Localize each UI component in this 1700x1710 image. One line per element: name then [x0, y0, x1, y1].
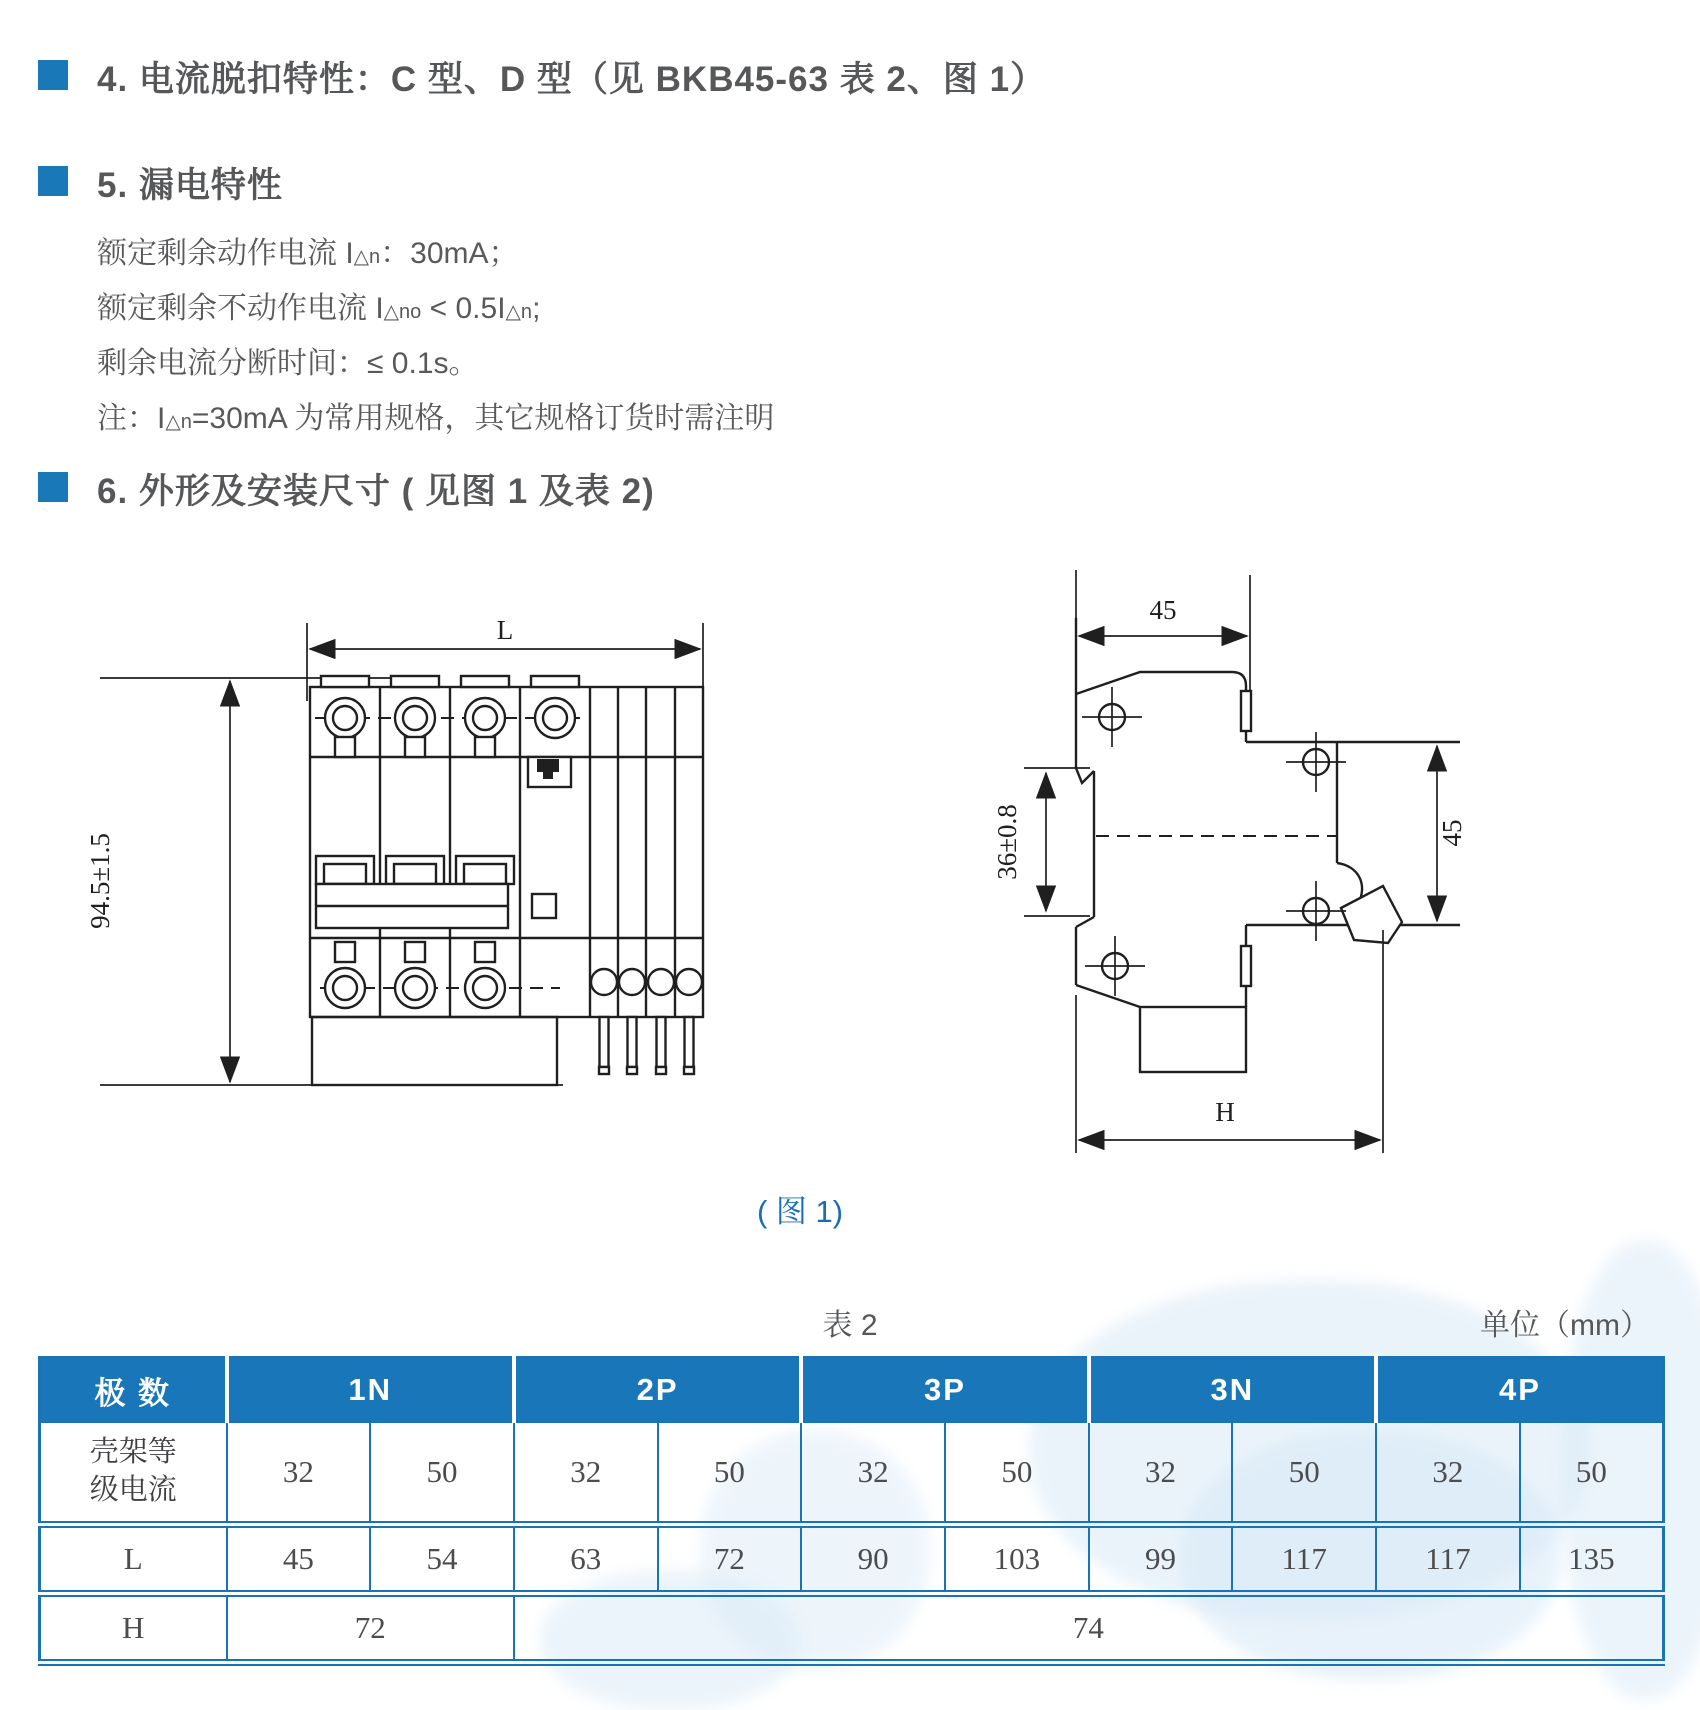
table-cell: 32 [1376, 1422, 1520, 1525]
table-cell: 32 [227, 1422, 371, 1525]
table-title: 表 2 [822, 1309, 878, 1342]
table-header-row [40, 1358, 1664, 1423]
figure-front-view [85, 555, 715, 1100]
figure-caption: ( 图 1) [756, 1194, 844, 1229]
table-group-3P: 3P [801, 1358, 1088, 1423]
table-cell: 50 [370, 1422, 514, 1525]
section-5-heading: 5. 漏电特性 [97, 166, 283, 205]
bullet-square-icon [38, 60, 68, 90]
table-group-3N: 3N [1089, 1358, 1376, 1423]
table-unit-label: 单位（mm） [1480, 1309, 1650, 1342]
bullet-square-icon [38, 472, 68, 502]
front-width-dim-label: L [496, 615, 514, 645]
table-row-frame-current [40, 1422, 1664, 1525]
leakage-line-1: 额定剩余动作电流 I△n：30mA； [97, 237, 519, 270]
row-label-frame-current: 壳架等 级电流 [40, 1422, 227, 1525]
side-left-dim-label: 36±0.8 [992, 804, 1022, 880]
leakage-line-3: 剩余电流分断时间：≤ 0.1s。 [97, 347, 479, 380]
table-cell: 74 [514, 1594, 1664, 1663]
table-cell: 32 [1089, 1422, 1233, 1525]
table-group-1N: 1N [227, 1358, 514, 1423]
bullet-square-icon [38, 166, 68, 196]
table-cell: 32 [801, 1422, 945, 1525]
table-group-2P: 2P [514, 1358, 801, 1423]
table-cell: 63 [514, 1525, 658, 1594]
front-height-dim-label: 94.5±1.5 [85, 833, 115, 929]
section-4-heading: 4. 电流脱扣特性：C 型、D 型（见 BKB45-63 表 2、图 1） [97, 60, 1047, 99]
table-row-L [40, 1525, 1664, 1594]
leakage-line-4: 注：I△n=30mA 为常用规格，其它规格订货时需注明 [97, 402, 775, 435]
table-cell: 32 [514, 1422, 658, 1525]
table-group-4P: 4P [1376, 1358, 1663, 1423]
table-cell: 90 [801, 1525, 945, 1594]
row-label-H: H [40, 1594, 227, 1663]
table-cell: 103 [945, 1525, 1089, 1594]
leakage-line-2: 额定剩余不动作电流 I△no < 0.5I△n; [97, 292, 541, 325]
figure-side-view [940, 555, 1500, 1175]
table-cell: 117 [1232, 1525, 1376, 1594]
table-cell: 50 [945, 1422, 1089, 1525]
table-cell: 50 [1232, 1422, 1376, 1525]
table-cell: 72 [658, 1525, 802, 1594]
table-row-H [40, 1594, 1664, 1663]
table-corner-cell: 极 数 [40, 1358, 227, 1423]
table-cell: 54 [370, 1525, 514, 1594]
table-cell: 50 [1520, 1422, 1664, 1525]
side-right-dim-label: 45 [1437, 819, 1467, 847]
table-cell: 99 [1089, 1525, 1233, 1594]
table-cell: 117 [1376, 1525, 1520, 1594]
table-cell: 135 [1520, 1525, 1664, 1594]
mounting-hole [1082, 687, 1346, 996]
table-cell: 50 [658, 1422, 802, 1525]
row-label-L: L [40, 1525, 227, 1594]
dimension-table [38, 1356, 1665, 1666]
table-cell: 72 [227, 1594, 514, 1663]
side-bottom-dim-label: H [1215, 1097, 1235, 1127]
section-6-heading: 6. 外形及安装尺寸 ( 见图 1 及表 2) [97, 472, 655, 511]
table-cell: 45 [227, 1525, 371, 1594]
side-top-dim-label: 45 [1149, 595, 1177, 625]
